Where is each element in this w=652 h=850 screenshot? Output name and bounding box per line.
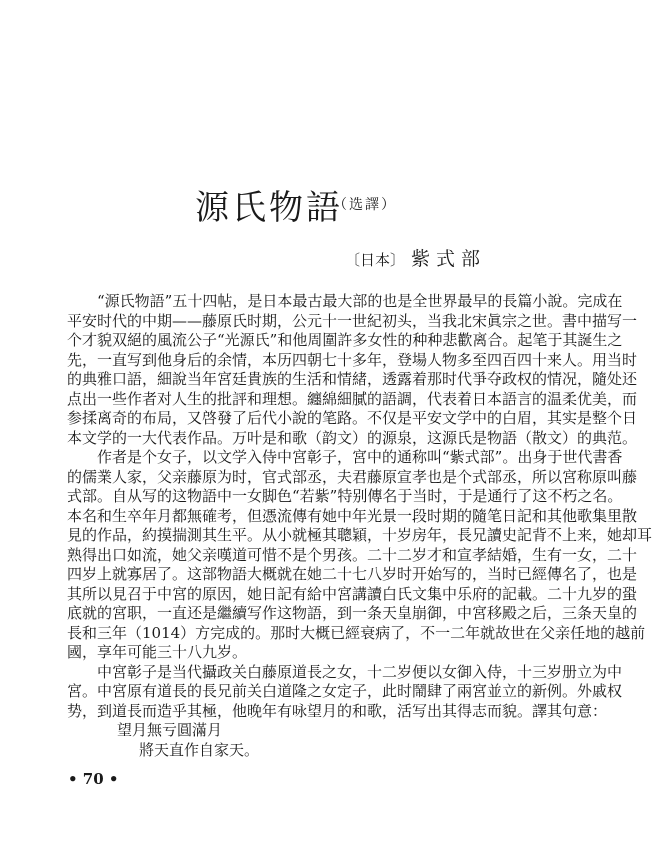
paragraph-line: 其所以見召于中宮的原因，她日記有給中宮講讀白氏文集中乐府的記載。二十九岁的蛩 <box>67 584 638 603</box>
poem-line: 望月無亏圓滿月 <box>117 721 223 739</box>
paragraph-line: 四岁上就寡居了。这部物語大概就在她二十七八岁时开始写的，当时已經傳名了，也是 <box>67 565 638 583</box>
author-line <box>345 244 486 271</box>
paragraph-line: 先，一直写到他身后的余情，本历四朝七十多年，登場人物多至四百四十来人。用当时 <box>67 350 638 369</box>
poem-line: 將天直作自家天。 <box>139 740 260 759</box>
paragraph-line: 中宮彰子是当代攝政关白藤原道長之女，十二岁便以女御入侍，十三岁册立为中 <box>97 662 623 681</box>
article-body <box>67 292 652 760</box>
paragraph-line: 國，享年可能三十八九岁。 <box>67 643 248 661</box>
article-title: 源氏物語 <box>195 188 343 228</box>
paragraph-line: 見的作品，約摸揣測其生平。从小就極其聰穎，十岁房年，長兄讀史記背不上来，她却耳 <box>67 526 652 544</box>
paragraph-line: 点出一些作者对人生的批評和理想。纏綿細膩的語調，代表着日本語言的温柔优美，而 <box>67 389 638 408</box>
paragraph-line: “源氏物語”五十四帖，是日本最古最大部的也是全世界最早的長篇小說。完成在 <box>97 292 623 310</box>
paragraph-line: 式部。自从写的这物語中一女脚色“若紫”特别傳名于当时，于是通行了这不朽之名。 <box>67 487 623 505</box>
paragraph-line: 本文学的一大代表作品。万叶是和歌（韵文）的源泉，这源氏是物語（散文）的典范。 <box>67 428 638 447</box>
paragraph-line: 的儒業人家，父亲藤原为时，官式部丞，夫君藤原宣孝也是个式部丞，所以宮称原叫藤 <box>67 467 638 486</box>
article-subtitle: （选譯） <box>333 197 397 213</box>
paragraph-line: 作者是个女子，以文学入侍中宮彰子，宮中的通称叫“紫式部”。出身于世代書香 <box>97 448 623 466</box>
page-number: • 70 • <box>68 770 119 788</box>
paragraph-line: 長和三年（1014）方完成的。那时大概已經衰病了，不一二年就故世在父亲任地的越前 <box>67 623 646 642</box>
paragraph-line: 势，到道長而造乎其極，他晚年有咏望月的和歌，活写出其得志而貌。譯其句意： <box>67 701 608 720</box>
paragraph-line: 本名和生卒年月都無確考，但憑流傳有她中年光景一段时期的隨笔日記和其他歌集里散 <box>67 506 638 525</box>
paragraph-line: 宮。中宮原有道長的長兄前关白道隆之女定子，此时鬧肆了兩宮並立的新例。外戚权 <box>67 682 623 700</box>
paragraph-line: 个才貌双絕的風流公子“光源氏”和他周圍許多女性的种种悲歡离合。起笔于其誕生之 <box>67 331 623 349</box>
paragraph-line: 熟得出口如流，她父亲嘆道可惜不是个男孩。二十二岁才和宣孝結婚，生有一女，二十 <box>67 545 638 564</box>
paragraph-line: 平安时代的中期——藤原氏时期，公元十一世紀初头，当我北宋眞宗之世。書中描写一 <box>67 311 638 330</box>
paragraph-line: 参揉离奇的布局，又啓發了后代小說的笔路。不仅是平安文学中的白眉，其实是整个日 <box>67 409 638 427</box>
author-name: 紫式部 <box>411 248 487 270</box>
paragraph-line: 的典雅口語，細說当年宮廷貴族的生活和情緒，透露着那时代爭夺政权的情况，隨处还 <box>67 370 638 388</box>
paragraph-line: 底就的宮职，一直还是繼續写作这物語，到一条天皇崩御，中宮移殿之后，三条天皇的 <box>67 604 638 622</box>
author-country: 〔日本〕 <box>345 251 406 269</box>
